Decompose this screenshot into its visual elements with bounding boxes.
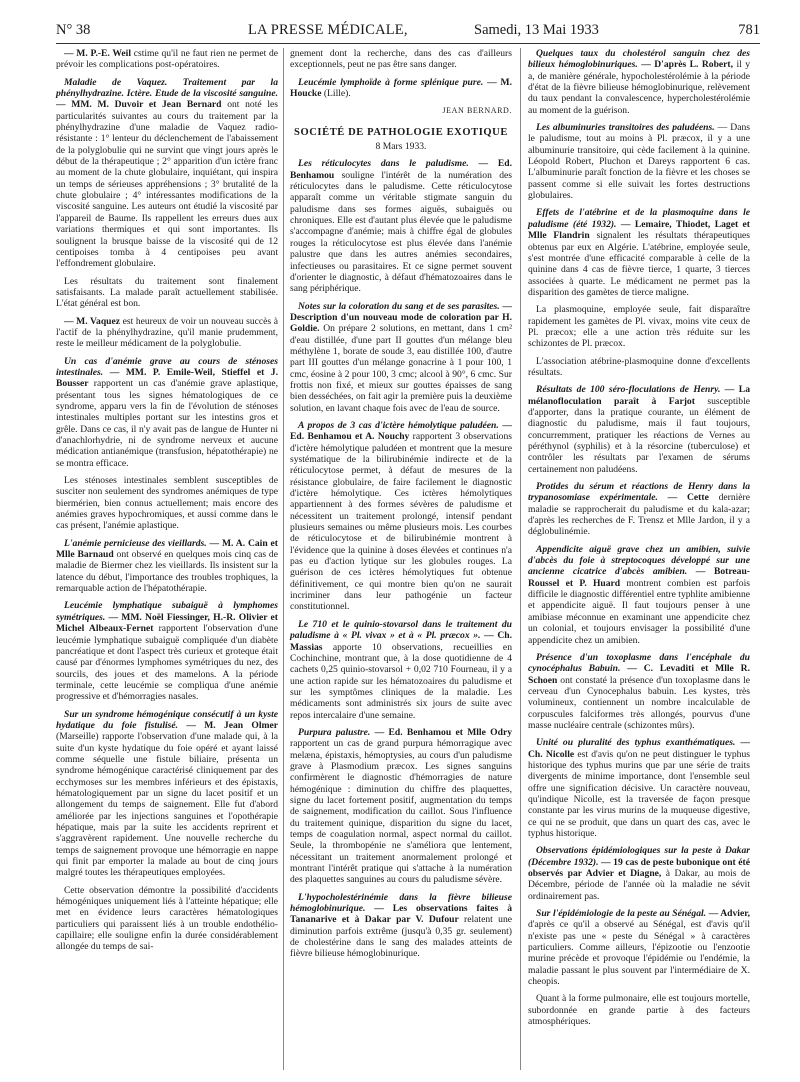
- journal-title: LA PRESSE MÉDICALE,: [248, 22, 408, 38]
- article-body: rapportent un cas d'anémie grave aplastique, présentant tous les signes hématologiques de ce syndrome, apparu vers la fin de l'évolution de sténoses intestinales multiples portant sur les intestins gros et grêle. Dans ce cas, il n'y avait pas de langue de Hunter ni d'anachlorhydrie, ni de syndrome nerveux et aucune médication antianémique (transfusion, hépatothérapie) ne se montra efficace.: [56, 378, 278, 469]
- article-paragraph: [528, 481, 750, 538]
- article-authors: — Botreau-Roussel et P. Huard: [528, 566, 750, 589]
- signature: JEAN BERNARD.: [442, 106, 512, 116]
- article-body: On prépare 2 solutions, en mettant, dans 1 cm² d'eau distillée, d'une part II gouttes d'un mélange bleu méthylène 1, borate de soude 3, eau distillée 100, d'autre part III gouttes d'un mélange gonacrine à 1 pour 100, 1 cmc, éosine à 2 pour 100, 3 cmc; alcool à 90°, 6 cmc. Sur frottis non fixé, et mieux sur gouttes épaisses de sang bien desséchées, on fait agir la première puis la deuxième solution, en lavant chaque fois avec de l'eau de source.: [290, 323, 512, 414]
- article-title: Un cas d'anémie grave au cours de sténoses intestinales.: [56, 355, 278, 378]
- article-title: Observations épidémiologiques sur la peste à Dakar (Décembre 1932).: [528, 845, 750, 868]
- article-title: Les albuminuries transitoires des paludéens.: [536, 122, 715, 134]
- article-body: souligne l'intérêt de la numération des réticulocytes dans le paludisme. Cette réticulocytose apparaît comme un véritable stigmate sanguin du paludisme dans ses formes aiguës, subaiguës ou chroniques. Elle est d'autant plus élevée que le paludisme s'accompagne d'anémie; mais à chiffre égal de globules rouges la réticulocytose est plus élevée dans l'anémie palustre que dans les autres anémies secondaires, infectieuses ou parasitaires. Et ce signe permet souvent d'orienter le diagnostic, à défaut d'hématozoaires dans le sang périphérique.: [290, 169, 512, 295]
- article-authors: — Cette: [657, 492, 709, 504]
- article-authors: — Les observations faites à Tananarive et à Dakar par V. Dufour: [290, 903, 512, 926]
- article-body: est heureux de voir un nouveau succès à l'actif de la phénylhydrazine, qu'il manie prudemment, reste le meilleur médicament de la polyglobulie.: [56, 315, 278, 350]
- article-paragraph: [56, 475, 278, 532]
- article-paragraph: [290, 727, 512, 886]
- article-body: d'après ce qu'il a observé au Sénégal, est d'avis qu'il n'existe pas une « peste du Sénégal » à caractères particuliers. Comme ailleurs, l'épizootie ou l'enzootie murine précède et provoque l'épidémie ou l'endémie, la maladie passant le plus souvent par l'intermédiaire de X. cheopis.: [528, 919, 750, 988]
- article-paragraph: [528, 48, 750, 116]
- article-paragraph: [290, 420, 512, 613]
- article-paragraph: [56, 356, 278, 469]
- article-paragraph: [528, 993, 750, 1027]
- issue-date: Samedi, 13 Mai 1933: [474, 22, 599, 38]
- article-paragraph: [528, 384, 750, 475]
- article-body: montrent combien est parfois difficile le diagnostic différentiel entre typhlite amibienne et appendicite aiguë. Il faut toujours penser à une amibiase méconnue en examinant une appendicite chez un colonial, et toujours envisager la possibilité d'une appendicite chez un amibien.: [528, 577, 750, 646]
- article-title: Présence d'un toxoplasme dans l'encéphale du cynocéphalus Babuin.: [528, 651, 750, 675]
- page-number: 781: [738, 22, 760, 38]
- article-title: Le 710 et le quinio-stovarsol dans le traitement du paludisme à « Pl. vivax » et à « Pl. præcox ».: [290, 618, 512, 642]
- article-paragraph: [56, 709, 278, 879]
- article-paragraph: [290, 48, 512, 71]
- article-body: (Lille).: [321, 88, 351, 100]
- article-title: Résultats de 100 séro-floculations de Henry.: [536, 384, 721, 396]
- article-paragraph: [56, 48, 278, 71]
- article-body: signalent les résultats thérapeutiques obtenus par eux en Algérie. L'atébrine, employée seule, s'est montrée d'une efficacité comparable à celle de la quinine dans 4 cas de fièvre tierce, 1 quarte, 3 tierces associées à quarte. Le médicament ne permet pas la disparition des gamètes de tierce maligne.: [528, 230, 751, 298]
- article-paragraph: [56, 77, 278, 270]
- article-paragraph: [528, 737, 750, 839]
- article-authors: — Description d'un nouveau mode de coloration par H. Goldie.: [290, 300, 512, 335]
- article-title: Notes sur la coloration du sang et de ses parasites.: [298, 300, 500, 312]
- article-authors: — MM. M. Duvoir et Jean Bernard: [56, 99, 222, 111]
- article-body: Quant à la forme pulmonaire, elle est toujours mortelle, subordonnée en grande partie à des facteurs atmosphériques.: [528, 993, 750, 1028]
- article-authors: — Ed. Benhamou et Mlle Odry: [370, 726, 512, 738]
- article-title: Sur un syndrome hémogénique consécutif à un kyste hydatique du foie fistulisé.: [56, 708, 278, 731]
- article-paragraph: [528, 207, 750, 298]
- column-3: [528, 48, 750, 1034]
- article-body: ont observé en quelques mois cinq cas de maladie de Biermer chez les vieillards. Ils insistent sur la latence du début, l'importance des troubles trophiques, la remarquable action de l'hépatothérapie.: [56, 549, 278, 595]
- article-body: est d'avis qu'on ne peut distinguer le typhus historique des typhus murins que par une série de traits divergents de minime importance, dont l'ensemble seul offre une signification décisive. Un caractère nouveau, qu'indique Nicolle, est la traversée de façon presque constante par les virus murins de la muqueuse digestive, ce qui ne se produit, que dans un quart des cas, avec le typhus historique.: [528, 748, 750, 839]
- society-date: 8 Mars 1933.: [375, 141, 427, 153]
- article-body: ont noté les particularités suivantes au cours du traitement par la phénylhydrazine d'une maladie de Vaquez radio-résistante : 1° lenteur du déclenchement de l'abaissement de la polyglobulie qui ne survint que vingt jours après le début de la thérapeutique ; 2° apparition d'un ictère franc au moment de la chute globulaire, inquiétant, qui inspira un temps de sérieuses appréhensions ; 3° brutalité de la chute globulaire ; 4° intéressantes modifications de la viscosité sanguine. Les auteurs ont étudié la viscosité par l'appareil de Baume. Ils rappellent les erreurs dues aux variations thermiques et qui sont importantes. Ils soulignent la brusque baisse de la viscosité qui de 12 centipoises tomba à 4 centipoises peu avant l'effondrement globulaire.: [56, 99, 278, 270]
- article-body: cstime qu'il ne faut rien ne permet de prévoir les complications post-opératoires.: [56, 48, 279, 71]
- article-body: relatent une diminution parfois extrême (jusqu'à 0,35 gr. seulement) de cholestérine dans le sang des malades atteints de fièvre bilieuse hémoglobinurique.: [290, 914, 512, 960]
- article-paragraph: [528, 122, 750, 201]
- society-heading: SOCIÉTÉ DE PATHOLOGIE EXOTIQUE: [294, 126, 508, 138]
- article-authors: — Ed. Benhamou et A. Nouchy: [290, 419, 512, 443]
- article-title: A propos de 3 cas d'ictère hémolytique paludéen.: [298, 419, 499, 431]
- article-title: Effets de l'atébrine et de la plasmoquine dans le paludisme (été 1932).: [528, 207, 750, 230]
- article-paragraph: [290, 158, 512, 294]
- article-title: Maladie de Vaquez. Traitement par la phénylhydrazine. Ictère. Etude de la viscosité sanguine.: [56, 76, 278, 100]
- article-title: Les réticulocytes dans le paludisme.: [298, 158, 469, 170]
- article-authors: — Ed. Benhamou: [290, 158, 512, 181]
- article-body: rapportent l'observation d'une leucémie lymphatique subaiguë compliquée d'un diabète pancréatique et dont l'aspect très curieux et groteque était causé par d'énormes lymphomes symétriques du nez, des sourcils, des joues et des mamelons. A la période terminale, cette leucémie se compliqua d'une anémie progressive et d'hémorragies nasales.: [56, 623, 278, 703]
- article-authors: — M. A. Cain et Mlle Barnaud: [56, 537, 278, 561]
- article-paragraph: [56, 538, 278, 595]
- article-body: L'association atébrine-plasmoquine donne d'excellents résultats.: [528, 355, 750, 378]
- column-divider-1: [283, 48, 284, 1070]
- article-title: Quelques taux du cholestérol sanguin chez des bilieux hémoglobinuriques.: [528, 48, 750, 71]
- article-body: susceptible d'apporter, dans la pratique courante, un élément de diagnostic du paludisme, mais il faut toujours, concurremment, pratiquer les réactions de Vernes au péréthynol (syphilis) et à la résorcine (tuberculose) et contrôler les résultats par l'examen de sérums certainement non paludéens.: [528, 395, 750, 475]
- article-paragraph: [290, 619, 512, 721]
- article-body: Cette observation démontre la possibilité d'accidents hémogéniques uniquement liés à l'atteinte hépatique; elle met en évidence leurs caractères hématologiques particuliers qui paraissent liés à un trouble endothélio-capillaire; elle souligne enfin la durée considérablement allongée du temps de sai-: [56, 884, 278, 953]
- article-authors: — La mélanofloculation paraît à Farjot: [528, 384, 750, 407]
- article-authors: — M. Jean Olmer: [178, 719, 279, 731]
- article-paragraph: [528, 908, 750, 987]
- article-paragraph: [528, 356, 750, 379]
- article-body: gnement dont la recherche, dans des cas d'ailleurs exceptionnels, peut ne pas être sans danger.: [290, 48, 512, 71]
- masthead-rule: [56, 43, 760, 44]
- article-title: Purpura palustre.: [298, 726, 371, 738]
- article-body: Les sténoses intestinales semblent susceptibles de susciter non seulement des syndromes anémiques de type biermérien, bien connus actuellement; mais encore des anémies graves hypochromiques, et aussi comme dans le cas présent, l'anémie aplastique.: [56, 475, 278, 532]
- article-title: Appendicite aiguë grave chez un amibien, suivie d'abcès du foie à streptocoques développé sur une ancienne cicatrice d'abcès amibien.: [528, 543, 750, 578]
- article-title: L'anémie pernicieuse des vieillards.: [64, 537, 207, 549]
- article-authors: — Advier,: [706, 908, 751, 920]
- article-paragraph: [290, 301, 512, 414]
- article-authors: — Lemaire, Thiodet, Laget et Mlle Flandrin: [528, 218, 750, 242]
- article-paragraph: [528, 304, 750, 349]
- article-authors: — C. Levaditi et Mlle R. Schoen: [528, 663, 750, 686]
- article-authors: — Ch. Massias: [290, 630, 512, 653]
- article-body: rapportent 3 observations d'ictère hémolytique paludéen et montrent que la mesure systématique de la bilirubinémie indirecte et de la réticulocytose permet, à défaut de mesures de la résistance globulaire, de faire facilement le diagnostic d'ictère hémolytique. Ces ictères hémolytiques appartiennent à des formes sévères de paludisme et nécessitent un traitement prolongé, intensif pendant plusieurs semaines ou même plusieurs mois. Les courbes de réticulocytose et de bilirubinémie montrent à l'évidence que la quinine à doses élevées et continues n'a pas eu d'action lytique sur les globules rouges. La guérison de ces ictères hémolytiques fut obtenue définitivement, ce qui montre bien qu'on ne saurait incriminer dans leur pathogénie un facteur constitutionnel.: [290, 431, 512, 613]
- article-paragraph: [528, 544, 750, 646]
- article-body: apporte 10 observations, recueillies en Cochinchine, montrant que, à la dose quotidienne de 4 cachets 0,25 quinio-stovarsol + 0,02 710 Fourneau, il y a une action rapide sur les hématozoaires du paludisme et sur les symptômes cliniques de la maladie. Les médicaments sont administrés six jours de suite avec repos intercalaire d'une semaine.: [290, 641, 512, 721]
- article-authors: — MM. Noël Fiessinger, H.-R. Olivier et Michel Albeaux-Fernet: [56, 611, 278, 635]
- column-1: [56, 48, 278, 959]
- article-authors: — M. Houcke: [290, 76, 512, 100]
- article-paragraph: [528, 845, 750, 902]
- article-paragraph: [290, 892, 512, 960]
- article-authors: — Ch. Nicolle: [528, 737, 750, 760]
- article-title: Leucémie lymphatique subaiguë à lymphomes symétriques.: [56, 600, 278, 623]
- article-paragraph: [56, 600, 278, 702]
- article-body: (Marseille) rapporte l'observation d'une malade qui, à la suite d'un kyste hydatique du foie opéré et ayant laissé comme séquelle une fistule biliaire, présenta un syndrome hémogénique caractérisé cliniquement par des ecchymoses sur les membres inférieurs et des épistaxis, hématologiquement par un signe du lacet positif et un allongement du temps de saignement. Elle fut d'abord améliorée par les injections sanguines et l'opothérapie hépatique, mais par la suite les accidents reprirent et s'aggravèrent rapidement. Une nouvelle recherche du temps de saignement provoque une hémorragie en nappe qui finit par emporter la malade au bout de cinq jours malgré toutes les thérapeutiques employées.: [56, 731, 278, 879]
- article-paragraph: [290, 77, 512, 100]
- column-2: [290, 48, 512, 966]
- article-author: — M. P.-E. Weil: [64, 48, 132, 59]
- article-paragraph: [56, 885, 278, 953]
- masthead: [56, 22, 760, 40]
- article-title: Leucémie lymphoïde à forme splénique pure.: [298, 76, 484, 88]
- article-author: — M. Vaquez: [64, 315, 121, 327]
- article-authors: — D'après L. Robert,: [637, 59, 734, 71]
- article-body: dernière maladie se rapprocherait du paludisme et du kala-azar; d'après les recherches de F. Trensz et Mlle Jardon, il y a déglobulinémie.: [528, 492, 750, 538]
- article-body: — Dans le paludisme, tout au moins à Pl. præcox, il y a une albuminurie transitoire, qui cède facilement à la quinine. Léopold Robert, Pluchon et Dareys rapportent 6 cas. L'albuminurie paraît fonction de la fièvre et les choses se passent comme si elle suivait les fortes destructions globulaires.: [528, 122, 750, 202]
- article-paragraph: [56, 276, 278, 310]
- article-authors: — MM. P. Emile-Weil, Stieffel et J. Bousser: [56, 366, 278, 390]
- article-body: La plasmoquine, employée seule, fait disparaître rapidement les gamètes de Pl. vivax, moins vite ceux de Pl. præcox; elle a une action très réduite sur les schizontes de Pl. præcox.: [528, 304, 750, 350]
- article-title: Sur l'épidémiologie de la peste au Sénégal.: [536, 908, 707, 920]
- article-title: L'hypocholestérinémie dans la fièvre bilieuse hémoglobinurique.: [290, 891, 512, 915]
- article-title: Protides du sérum et réactions de Henry dans la trypanosomiase expérimentale.: [528, 481, 750, 504]
- article-body: il y a, de manière générale, hypocholestérolémie à la période d'état de la fièvre bilieuse hémoglobinurique, relèvement du taux pendant la convalescence, hypercholestérolémie au moment de la guérison.: [528, 59, 750, 116]
- article-body: ont constaté la présence d'un toxoplasme dans le cerveau d'un Cynocephalus babuin. Les kystes, très volumineux, contiennent un nombre incalculable de corpuscules falciformes très allongés, pourvus d'une masse nucléaire centrale (schizontes mûrs).: [528, 674, 750, 731]
- article-paragraph: [528, 652, 750, 731]
- issue-number: N° 38: [56, 22, 91, 38]
- column-divider-2: [520, 48, 521, 1070]
- article-title: Unité ou pluralité des typhus exanthématiques.: [536, 737, 736, 749]
- article-body: à Dakar, au mois de Décembre, période de l'année où la maladie ne sévit ordinairement pas.: [528, 868, 750, 902]
- article-body: rapportent un cas de grand purpura hémorragique avec melæna, épistaxis, hémoptysies, au cours d'un paludisme grave à Plasmodium præcox. Les signes sanguins confirmèrent le diagnostic d'hémorragies de nature hémogénique : diminution du chiffre des plaquettes, signe du lacet fortement positif, augmentation du temps de saignement, modification du caillot. Sous l'influence du traitement quinique, disparition du signe du lacet, temps de coagulation normal, aspect normal du caillot. Seule, la thrombopénie ne s'améliora que lentement, nécessitant un traitement anormalement prolongé et montrant l'intérêt pratique qui s'attache à la numération des plaquettes sanguines au cours du paludisme sévère.: [290, 738, 512, 886]
- article-authors: — 19 cas de peste bubonique ont été observés par Advier et Diagne,: [528, 856, 751, 880]
- article-paragraph: [56, 316, 278, 350]
- article-body: Les résultats du traitement sont finalement satisfaisants. La malade paraît actuellement stabilisée. L'état général est bon.: [56, 275, 278, 310]
